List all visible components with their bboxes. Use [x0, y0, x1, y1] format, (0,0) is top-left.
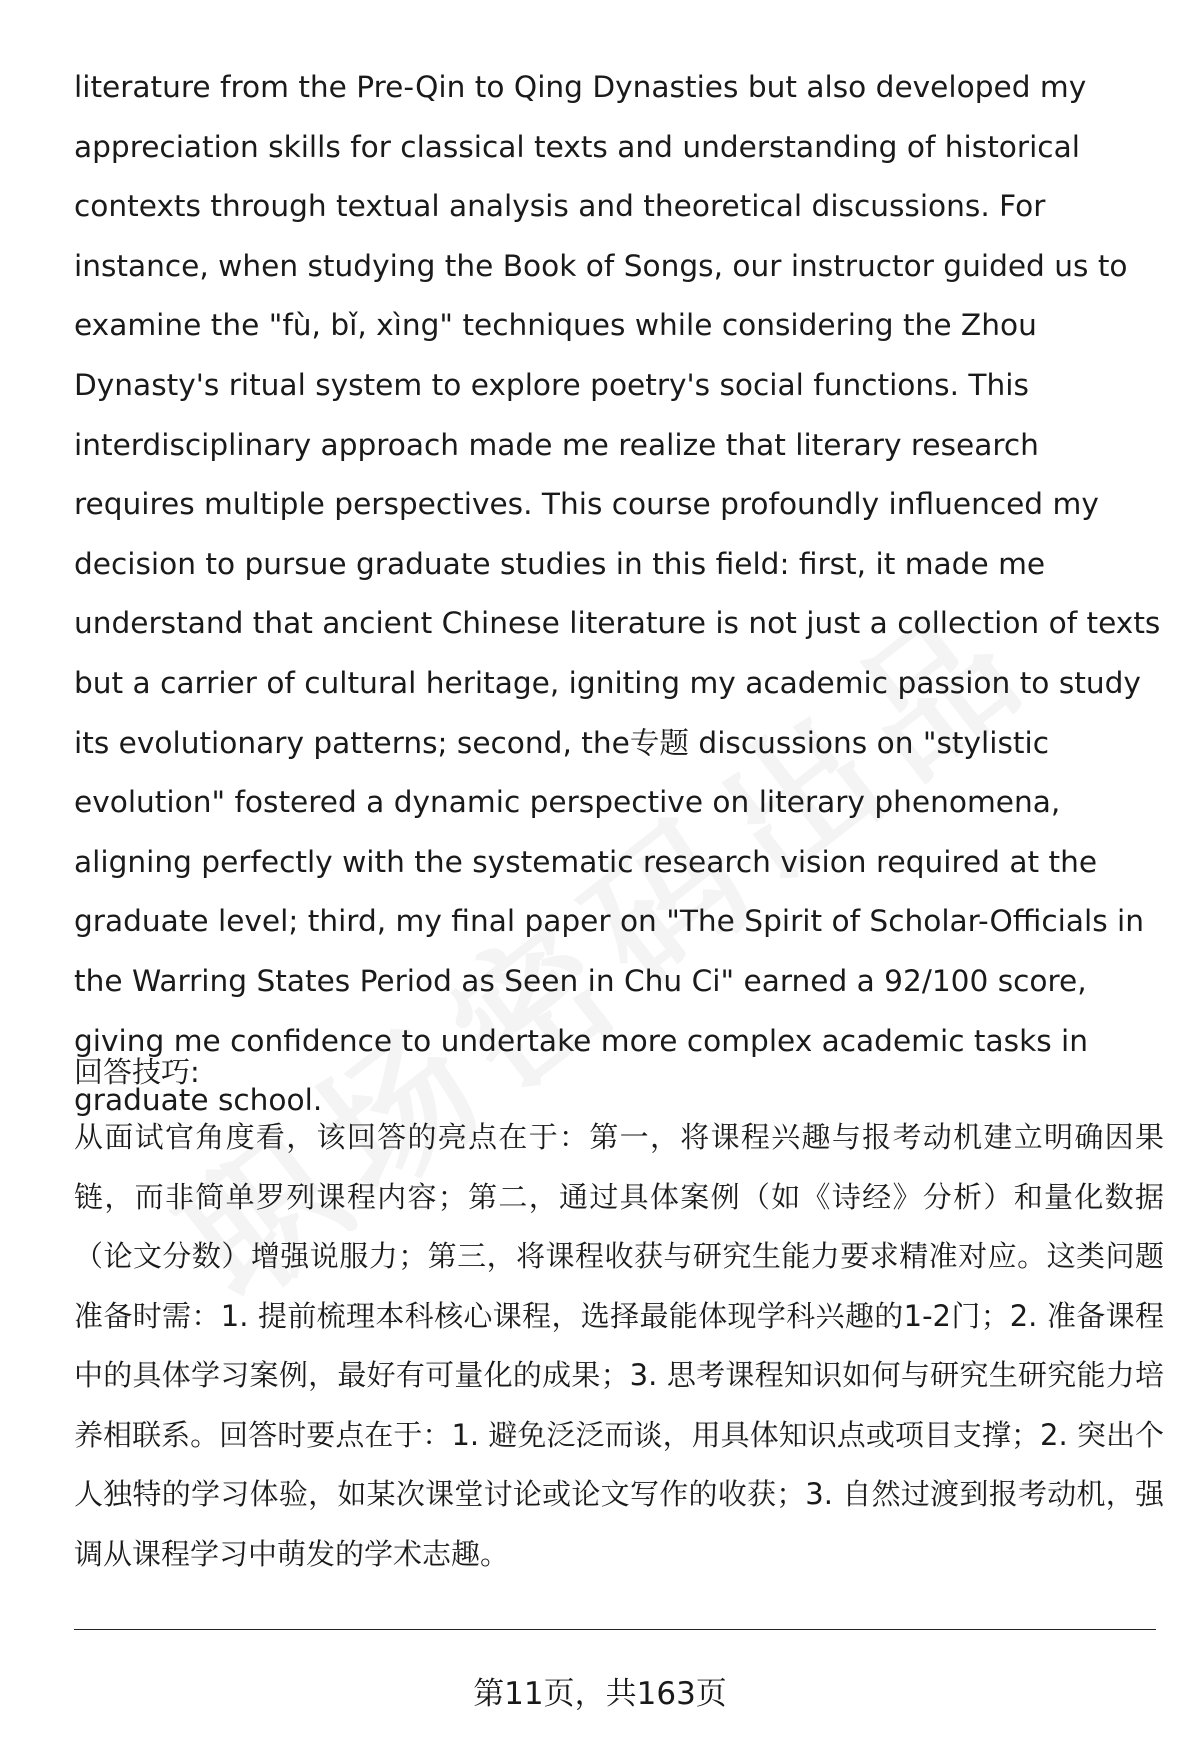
page-number: 第11页，共163页	[473, 1676, 727, 1712]
tips-heading: 回答技巧:	[74, 1055, 200, 1089]
footer-divider	[74, 1629, 1156, 1630]
tips-paragraph: 从面试官角度看，该回答的亮点在于：第一，将课程兴趣与报考动机建立明确因果链，而非简单罗列课程内容；第二，通过具体案例（如《诗经》分析）和量化数据（论文分数）增强说服力；第三，将课程收获与研究生能力要求精准对应。这类问题准备时需：1. 提前梳理本科核心课程，选择最能体现学科兴趣的1-2门；2. 准备课程中的具体学习案例，最好有可量化的成果；3. 思考课程知识如何与研究生研究能力培养相联系。回答时要点在于：1. 避免泛泛而谈，用具体知识点或项目支撑；2. 突出个人独特的学习体验，如某次课堂讨论或论文写作的收获；3. 自然过渡到报考动机，强调从课程学习中萌发的学术志趣。	[74, 1120, 1164, 1571]
answer-paragraph: literature from the Pre-Qin to Qing Dynasties but also developed my appreciation skills for classical texts and understanding of historical contexts through textual analysis and theoretical discussions. For instance, when studying the Book of Songs, our instructor guided us to examine the "fù, bǐ, xìng" techniques while considering the Zhou Dynasty's ritual system to explore poetry's social functions. This interdisciplinary approach made me realize that literary research requires multiple perspectives. This course profoundly influenced my decision to pursue graduate studies in this field: first, it made me understand that ancient Chinese literature is not just a collection of texts but a carrier of cultural heritage, igniting my academic passion to study its evolutionary patterns; second, the专题 discussions on "stylistic evolution" fostered a dynamic perspective on literary phenomena, aligning perfectly with the systematic research vision required at the graduate level; third, my final paper on "The Spirit of Scholar-Officials in the Warring States Period as Seen in Chu Ci" earned a 92/100 score, giving me confidence to undertake more complex academic tasks in graduate school.	[74, 70, 1161, 1118]
